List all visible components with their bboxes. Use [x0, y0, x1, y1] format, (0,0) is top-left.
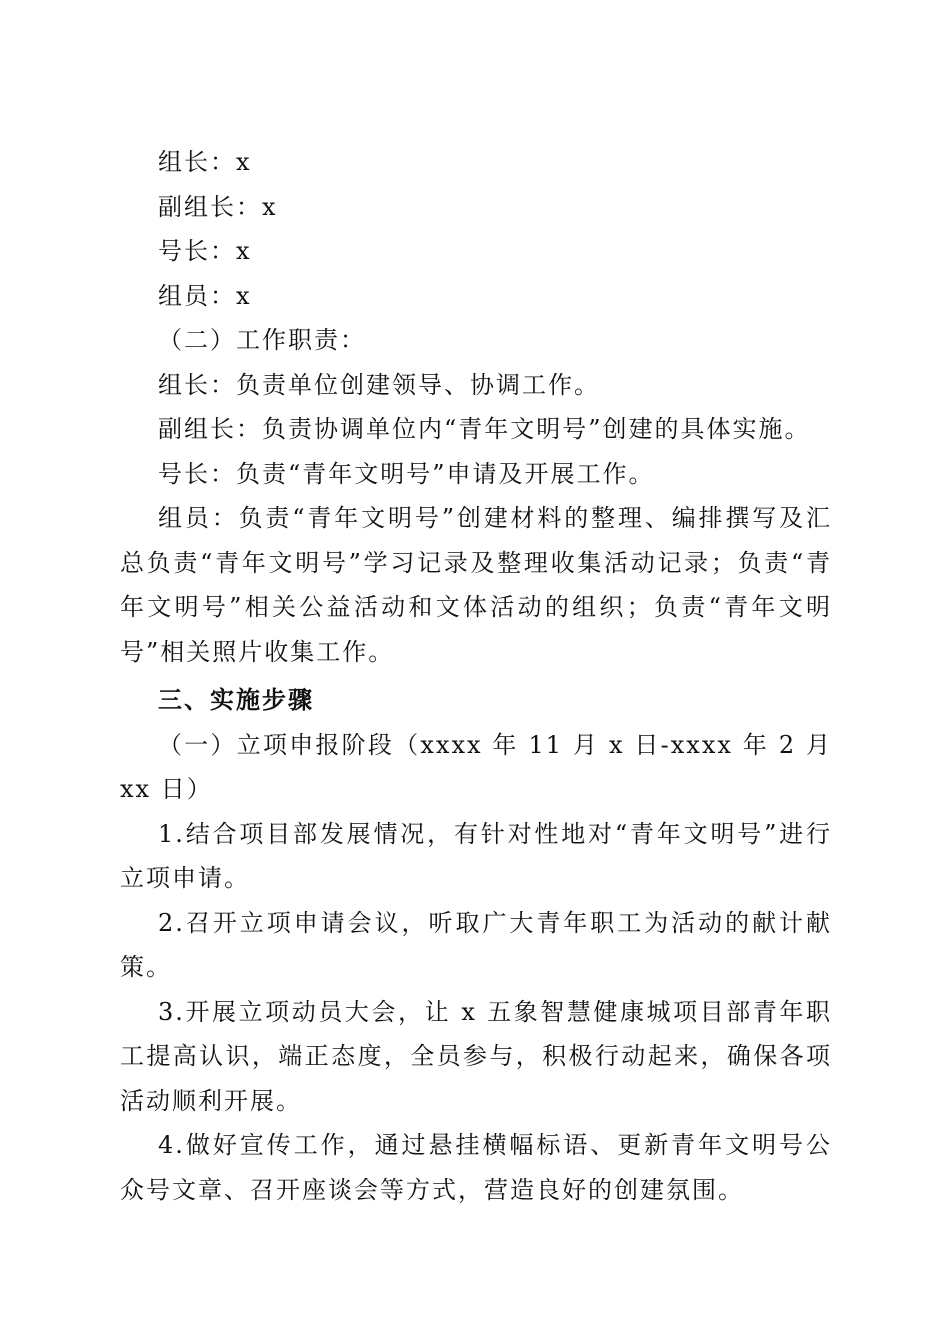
duty-deputy: 副组长：负责协调单位内“青年文明号”创建的具体实施。	[158, 415, 811, 443]
step-4: 4.做好宣传工作，通过悬挂横幅标语、更新青年文明号公众号文章、召开座谈会等方式，营造良好的创建氛围。	[120, 1131, 832, 1204]
member-role: 组长：	[158, 148, 236, 176]
member-line-captain	[120, 229, 832, 274]
member-name: x	[262, 192, 278, 221]
member-role: 副组长：	[158, 192, 262, 221]
duty-members: 组员：负责“青年文明号”创建材料的整理、编排撰写及汇总负责“青年文明号”学习记录及整理收集活动记录；负责“青年文明号”相关公益活动和文体活动的组织；负责“青年文明号”相关照片收集工作。	[120, 504, 832, 666]
step-1: 1.结合项目部发展情况，有针对性地对“青年文明号”进行立项申请。	[120, 819, 832, 892]
document-body	[120, 140, 832, 1212]
duty-captain: 号长：负责“青年文明号”申请及开展工作。	[158, 459, 655, 488]
member-name: x	[236, 281, 252, 310]
section-heading-implementation: 三、实施步骤	[158, 686, 314, 714]
duties-heading: （二）工作职责：	[158, 326, 366, 354]
duty-leader: 组长：负责单位创建领导、协调工作。	[158, 370, 600, 399]
member-name: x	[236, 148, 252, 176]
stage1-heading: （一）立项申报阶段（xxxx 年 11 月 x 日-xxxx 年 2 月 xx 日）	[120, 730, 832, 803]
member-line-members	[120, 274, 832, 319]
member-line-deputy	[120, 185, 832, 230]
member-role: 号长：	[158, 237, 236, 265]
member-role: 组员：	[158, 281, 236, 310]
step-2: 2.召开立项申请会议，听取广大青年职工为活动的献计献策。	[120, 908, 832, 981]
member-line-leader	[120, 140, 832, 185]
step-3: 3.开展立项动员大会，让 x 五象智慧健康城项目部青年职工提高认识，端正态度，全员参与，积极行动起来，确保各项活动顺利开展。	[120, 997, 832, 1115]
member-name: x	[236, 237, 252, 265]
